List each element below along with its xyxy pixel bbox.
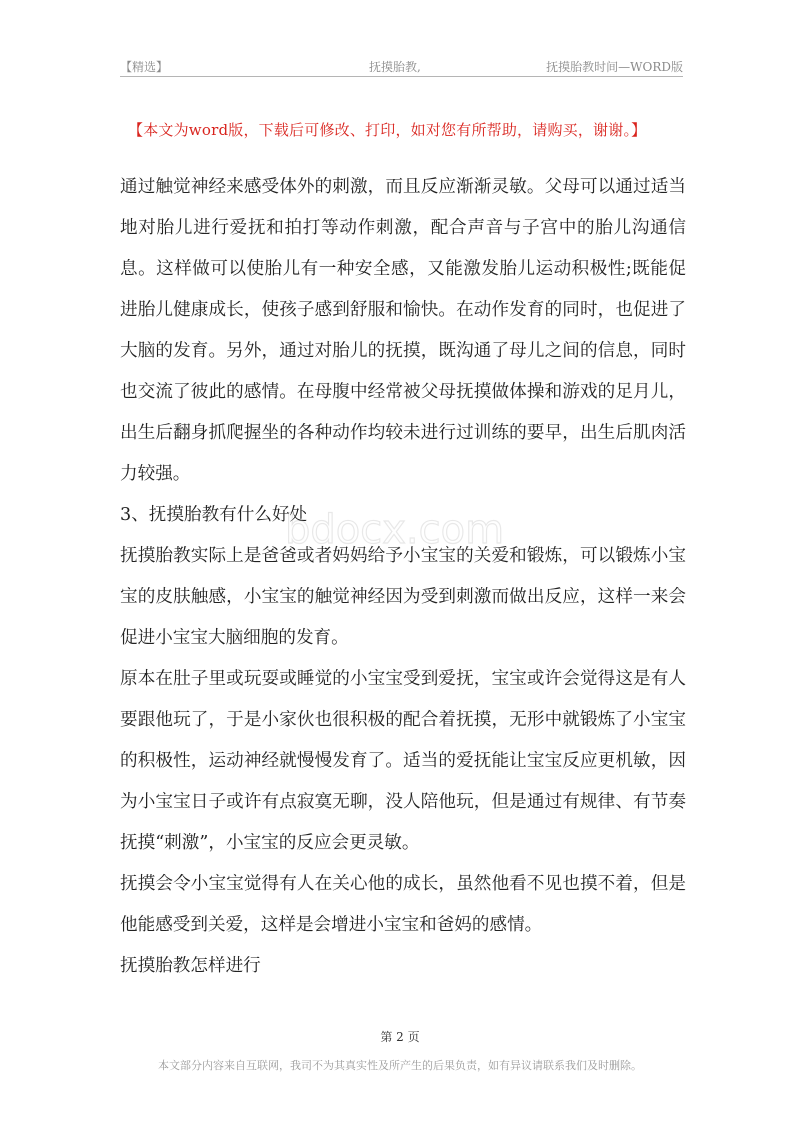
download-notice: 【本文为word版，下载后可修改、打印，如对您有所帮助，请购买，谢谢。】 [128,121,647,139]
document-body [120,167,686,987]
section-heading-benefits: 3、抚摸胎教有什么好处 [120,505,308,525]
header-left-tag: 【精选】 [120,60,169,74]
footer-disclaimer: 本文部分内容来自互联网，我司不为其真实性及所产生的后果负责，如有异议请联系我们及时删除。 [158,1059,642,1072]
page-number: 第 2 页 [380,1030,420,1044]
paragraph-baby-response: 原本在肚子里或玩耍或睡觉的小宝宝受到爱抚，宝宝或许会觉得这是有人要跟他玩了，于是小家伙也很积极的配合着抚摸，无形中就锻炼了小宝宝的积极性，运动神经就慢慢发育了。适当的爱抚能让宝宝反应更机敏，因为小宝宝日子或许有点寂寞无聊，没人陪他玩，但是通过有规律、有节奏抚摸“刺激”，小宝宝的反应会更灵敏。 [120,669,686,853]
paragraph-benefits-intro: 抚摸胎教实际上是爸爸或者妈妈给予小宝宝的关爱和锻炼，可以锻炼小宝宝的皮肤触感，小宝宝的触觉神经因为受到刺激而做出反应，这样一来会促进小宝宝大脑细胞的发育。 [120,546,686,648]
page-header [120,56,683,77]
header-center-title: 抚摸胎教, [369,60,421,74]
header-right-title: 抚摸胎教时间—WORD版 [546,60,683,74]
watermark-text: bdocx.com [285,507,505,553]
section-heading-how-to: 抚摸胎教怎样进行 [120,956,261,976]
paragraph-touch-nerves: 通过触觉神经来感受体外的刺激，而且反应渐渐灵敏。父母可以通过适当地对胎儿进行爱抚和拍打等动作刺激，配合声音与子宫中的胎儿沟通信息。这样做可以使胎儿有一种安全感，又能激发胎儿运动积极性;既能促进胎儿健康成长，使孩子感到舒服和愉快。在动作发育的同时，也促进了大脑的发育。另外，通过对胎儿的抚摸，既沟通了母儿之间的信息，同时也交流了彼此的感情。在母腹中经常被父母抚摸做体操和游戏的足月儿，出生后翻身抓爬握坐的各种动作均较未进行过训练的要早，出生后肌肉活力较强。 [120,177,686,484]
paragraph-bonding: 抚摸会令小宝宝觉得有人在关心他的成长，虽然他看不见也摸不着，但是他能感受到关爱，这样是会增进小宝宝和爸妈的感情。 [120,874,686,935]
